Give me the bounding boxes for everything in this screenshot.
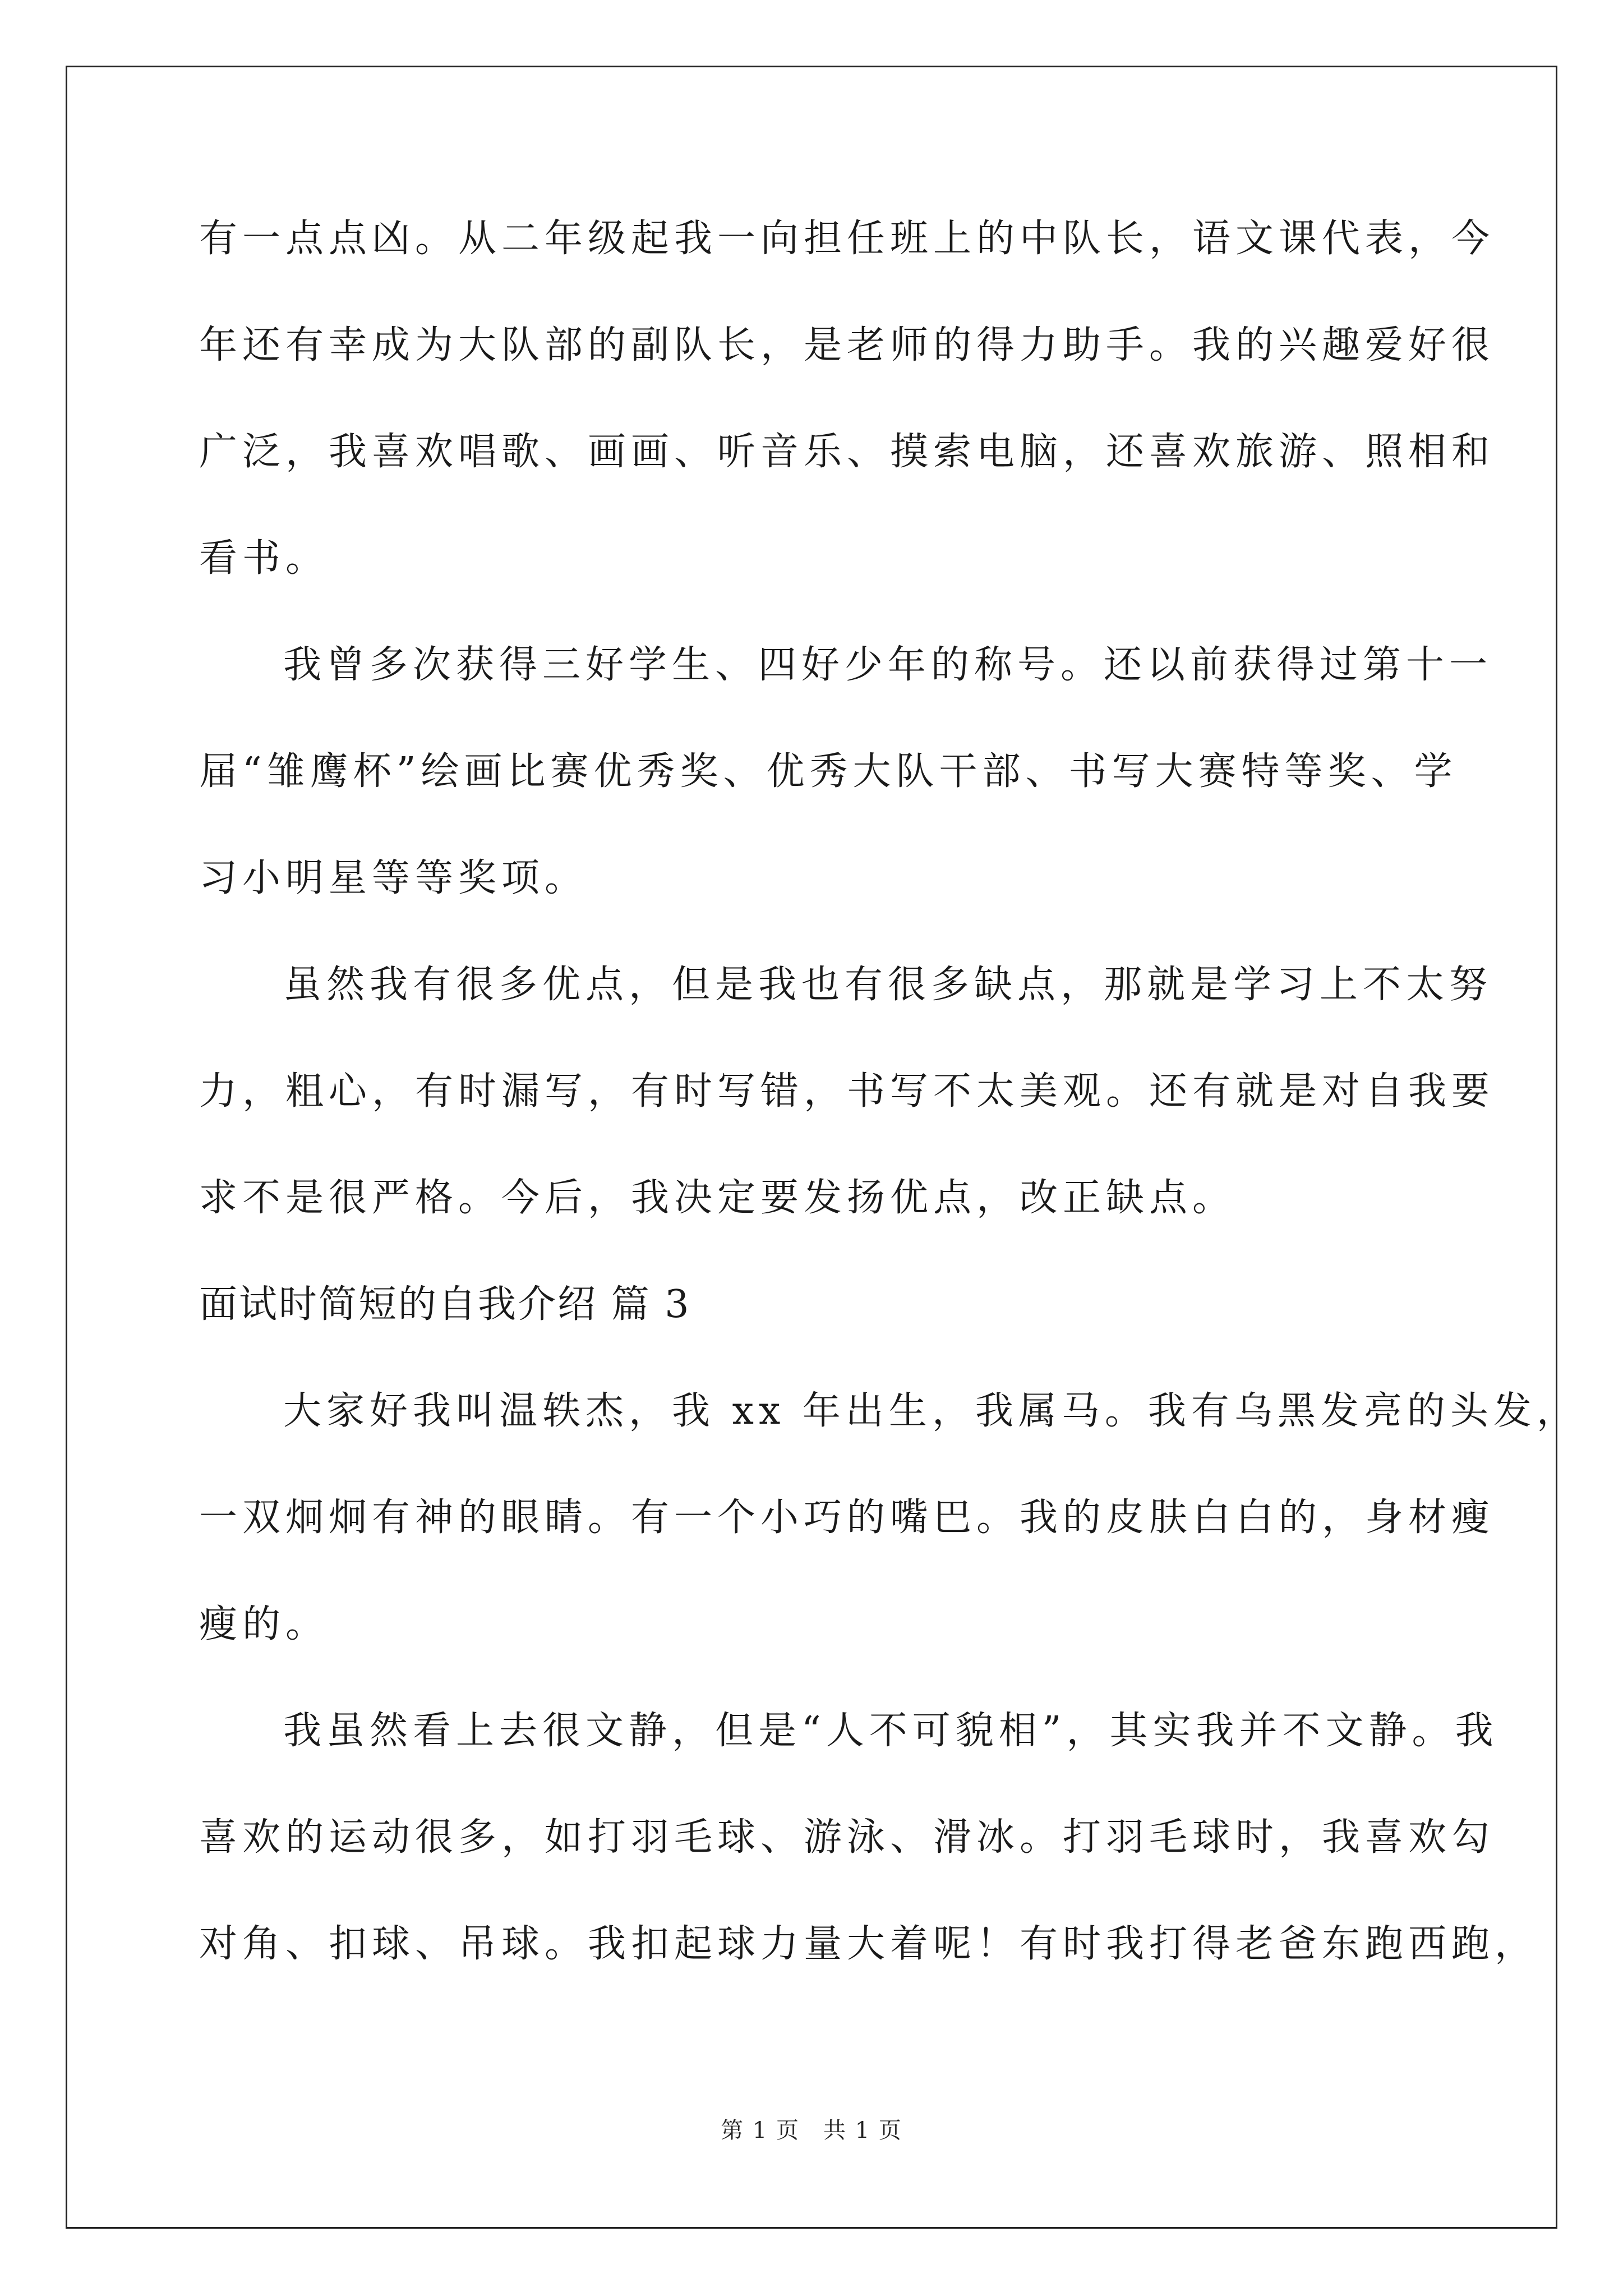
page-number-footer: 第 1 页 共 1 页 bbox=[721, 2118, 902, 2143]
text-line: 我曾多次获得三好学生、四好少年的称号。还以前获得过第十一 bbox=[283, 643, 1493, 687]
document-body bbox=[199, 217, 1580, 2032]
text-line: 习小明星等等奖项。 bbox=[199, 856, 588, 900]
text-line: 力，粗心，有时漏写，有时写错，书写不太美观。还有就是对自我要 bbox=[199, 1069, 1495, 1114]
text-line: 届“雏鹰杯”绘画比赛优秀奖、优秀大队干部、书写大赛特等奖、学 bbox=[199, 749, 1458, 794]
text-line: 有一点点凶。从二年级起我一向担任班上的中队长，语文课代表，今 bbox=[199, 217, 1495, 261]
text-line: 喜欢的运动很多，如打羽毛球、游泳、滑冰。打羽毛球时，我喜欢勾 bbox=[199, 1815, 1495, 1860]
text-line: 虽然我有很多优点，但是我也有很多缺点，那就是学习上不太努 bbox=[283, 963, 1493, 1007]
text-line: 对角、扣球、吊球。我扣起球力量大着呢！有时我打得老爸东跑西跑， bbox=[199, 1922, 1538, 1966]
text-line: 瘦的。 bbox=[199, 1602, 329, 1646]
section-heading: 面试时简短的自我介绍 篇 3 bbox=[199, 1282, 691, 1327]
text-line: 看书。 bbox=[199, 536, 329, 581]
text-line: 一双炯炯有神的眼睛。有一个小巧的嘴巴。我的皮肤白白的，身材瘦 bbox=[199, 1496, 1495, 1540]
text-line: 大家好我叫温轶杰，我 xx 年出生，我属马。我有乌黑发亮的头发， bbox=[283, 1389, 1580, 1433]
text-line: 广泛，我喜欢唱歌、画画、听音乐、摸索电脑，还喜欢旅游、照相和 bbox=[199, 430, 1495, 474]
text-line: 年还有幸成为大队部的副队长，是老师的得力助手。我的兴趣爱好很 bbox=[199, 323, 1495, 367]
text-line: 求不是很严格。今后，我决定要发扬优点，改正缺点。 bbox=[199, 1176, 1236, 1220]
text-line: 我虽然看上去很文静，但是“人不可貌相”，其实我并不文静。我 bbox=[283, 1709, 1498, 1753]
